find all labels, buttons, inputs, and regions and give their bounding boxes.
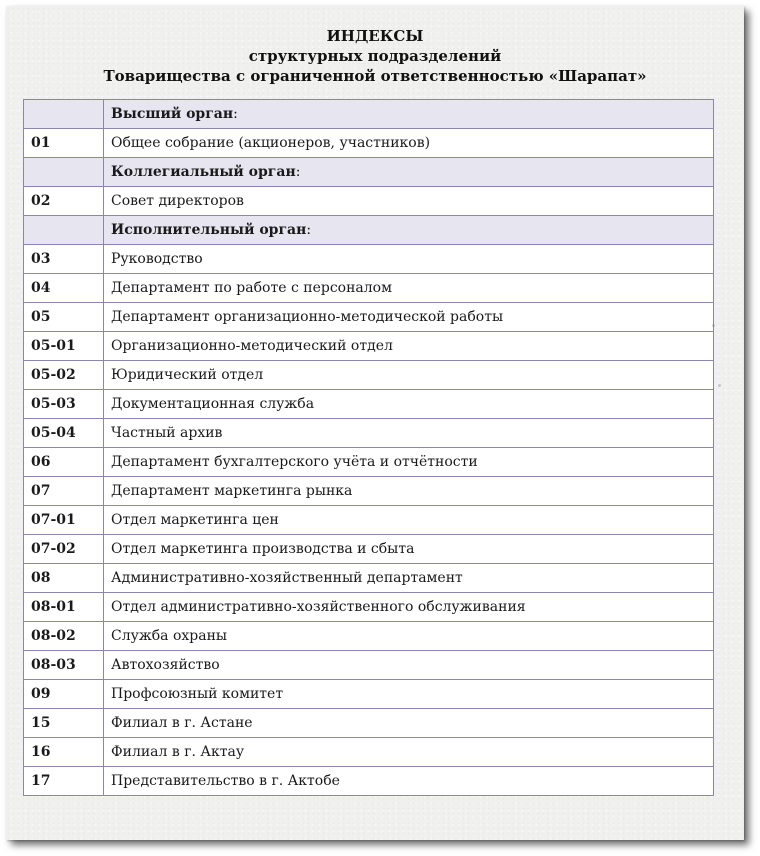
index-code: 08 <box>24 564 104 593</box>
title-line-1: ИНДЕКСЫ <box>326 27 424 45</box>
document-title <box>6 26 744 86</box>
index-code: 06 <box>24 448 104 477</box>
table-row <box>24 448 714 477</box>
table-row <box>24 680 714 709</box>
index-code: 04 <box>24 274 104 303</box>
section-title-text: Высший орган <box>111 106 234 122</box>
index-code: 07-02 <box>24 535 104 564</box>
table-row <box>24 129 714 158</box>
table-row <box>24 709 714 738</box>
index-code: 17 <box>24 767 104 796</box>
index-code: 05-03 <box>24 390 104 419</box>
unit-name: Представительство в г. Актобе <box>104 767 714 796</box>
unit-name: Филиал в г. Астане <box>104 709 714 738</box>
unit-name: Организационно-методический отдел <box>104 332 714 361</box>
index-code: 05-02 <box>24 361 104 390</box>
unit-name: Совет директоров <box>104 187 714 216</box>
table-row <box>24 187 714 216</box>
section-title-colon: : <box>233 106 238 122</box>
index-code <box>24 158 104 187</box>
table-row <box>24 767 714 796</box>
section-title-text: Коллегиальный орган <box>111 164 296 180</box>
table-row <box>24 361 714 390</box>
unit-name: Общее собрание (акционеров, участников) <box>104 129 714 158</box>
index-code: 08-01 <box>24 593 104 622</box>
table-row <box>24 506 714 535</box>
unit-name: Департамент бухгалтерского учёта и отчётности <box>104 448 714 477</box>
section-title-text: Исполнительный орган <box>111 222 307 238</box>
index-code: 15 <box>24 709 104 738</box>
unit-name: Отдел маркетинга цен <box>104 506 714 535</box>
unit-name: Частный архив <box>104 419 714 448</box>
table-row <box>24 419 714 448</box>
table-row <box>24 564 714 593</box>
index-code: 05-01 <box>24 332 104 361</box>
document-sheet <box>6 6 744 840</box>
unit-name: Юридический отдел <box>104 361 714 390</box>
section-title <box>104 158 714 187</box>
section-header-row <box>24 100 714 129</box>
table-row <box>24 274 714 303</box>
unit-name: Департамент организационно-методической работы <box>104 303 714 332</box>
table-row <box>24 477 714 506</box>
index-code: 16 <box>24 738 104 767</box>
paper-speck <box>718 384 721 387</box>
unit-name: Административно-хозяйственный департамент <box>104 564 714 593</box>
index-code: 09 <box>24 680 104 709</box>
unit-name: Филиал в г. Актау <box>104 738 714 767</box>
section-title <box>104 100 714 129</box>
table-row <box>24 593 714 622</box>
index-code: 08-02 <box>24 622 104 651</box>
unit-name: Отдел административно-хозяйственного обслуживания <box>104 593 714 622</box>
section-header-row <box>24 216 714 245</box>
unit-name: Отдел маркетинга производства и сбыта <box>104 535 714 564</box>
table-row <box>24 535 714 564</box>
index-code <box>24 100 104 129</box>
index-code: 03 <box>24 245 104 274</box>
index-code <box>24 216 104 245</box>
table-row <box>24 332 714 361</box>
unit-name: Автохозяйство <box>104 651 714 680</box>
index-code: 07-01 <box>24 506 104 535</box>
unit-name: Департамент по работе с персоналом <box>104 274 714 303</box>
unit-name: Документационная служба <box>104 390 714 419</box>
section-title-colon: : <box>295 164 301 180</box>
unit-name: Профсоюзный комитет <box>104 680 714 709</box>
section-title-colon: : <box>306 222 312 238</box>
index-code: 05-04 <box>24 419 104 448</box>
index-table-body <box>24 100 714 796</box>
table-row <box>24 245 714 274</box>
unit-name: Департамент маркетинга рынка <box>104 477 714 506</box>
index-code: 02 <box>24 187 104 216</box>
table-row <box>24 738 714 767</box>
unit-name: Руководство <box>104 245 714 274</box>
table-row <box>24 390 714 419</box>
table-row <box>24 651 714 680</box>
table-row <box>24 303 714 332</box>
index-code: 01 <box>24 129 104 158</box>
table-row <box>24 622 714 651</box>
title-line-2: структурных подразделений <box>248 47 502 65</box>
paper-speck <box>712 324 715 327</box>
index-table <box>23 99 714 796</box>
section-title <box>104 216 714 245</box>
unit-name: Служба охраны <box>104 622 714 651</box>
section-header-row <box>24 158 714 187</box>
index-code: 07 <box>24 477 104 506</box>
index-code: 08-03 <box>24 651 104 680</box>
index-code: 05 <box>24 303 104 332</box>
title-line-3: Товарищества с ограниченной ответственностью «Шарапат» <box>103 67 647 85</box>
